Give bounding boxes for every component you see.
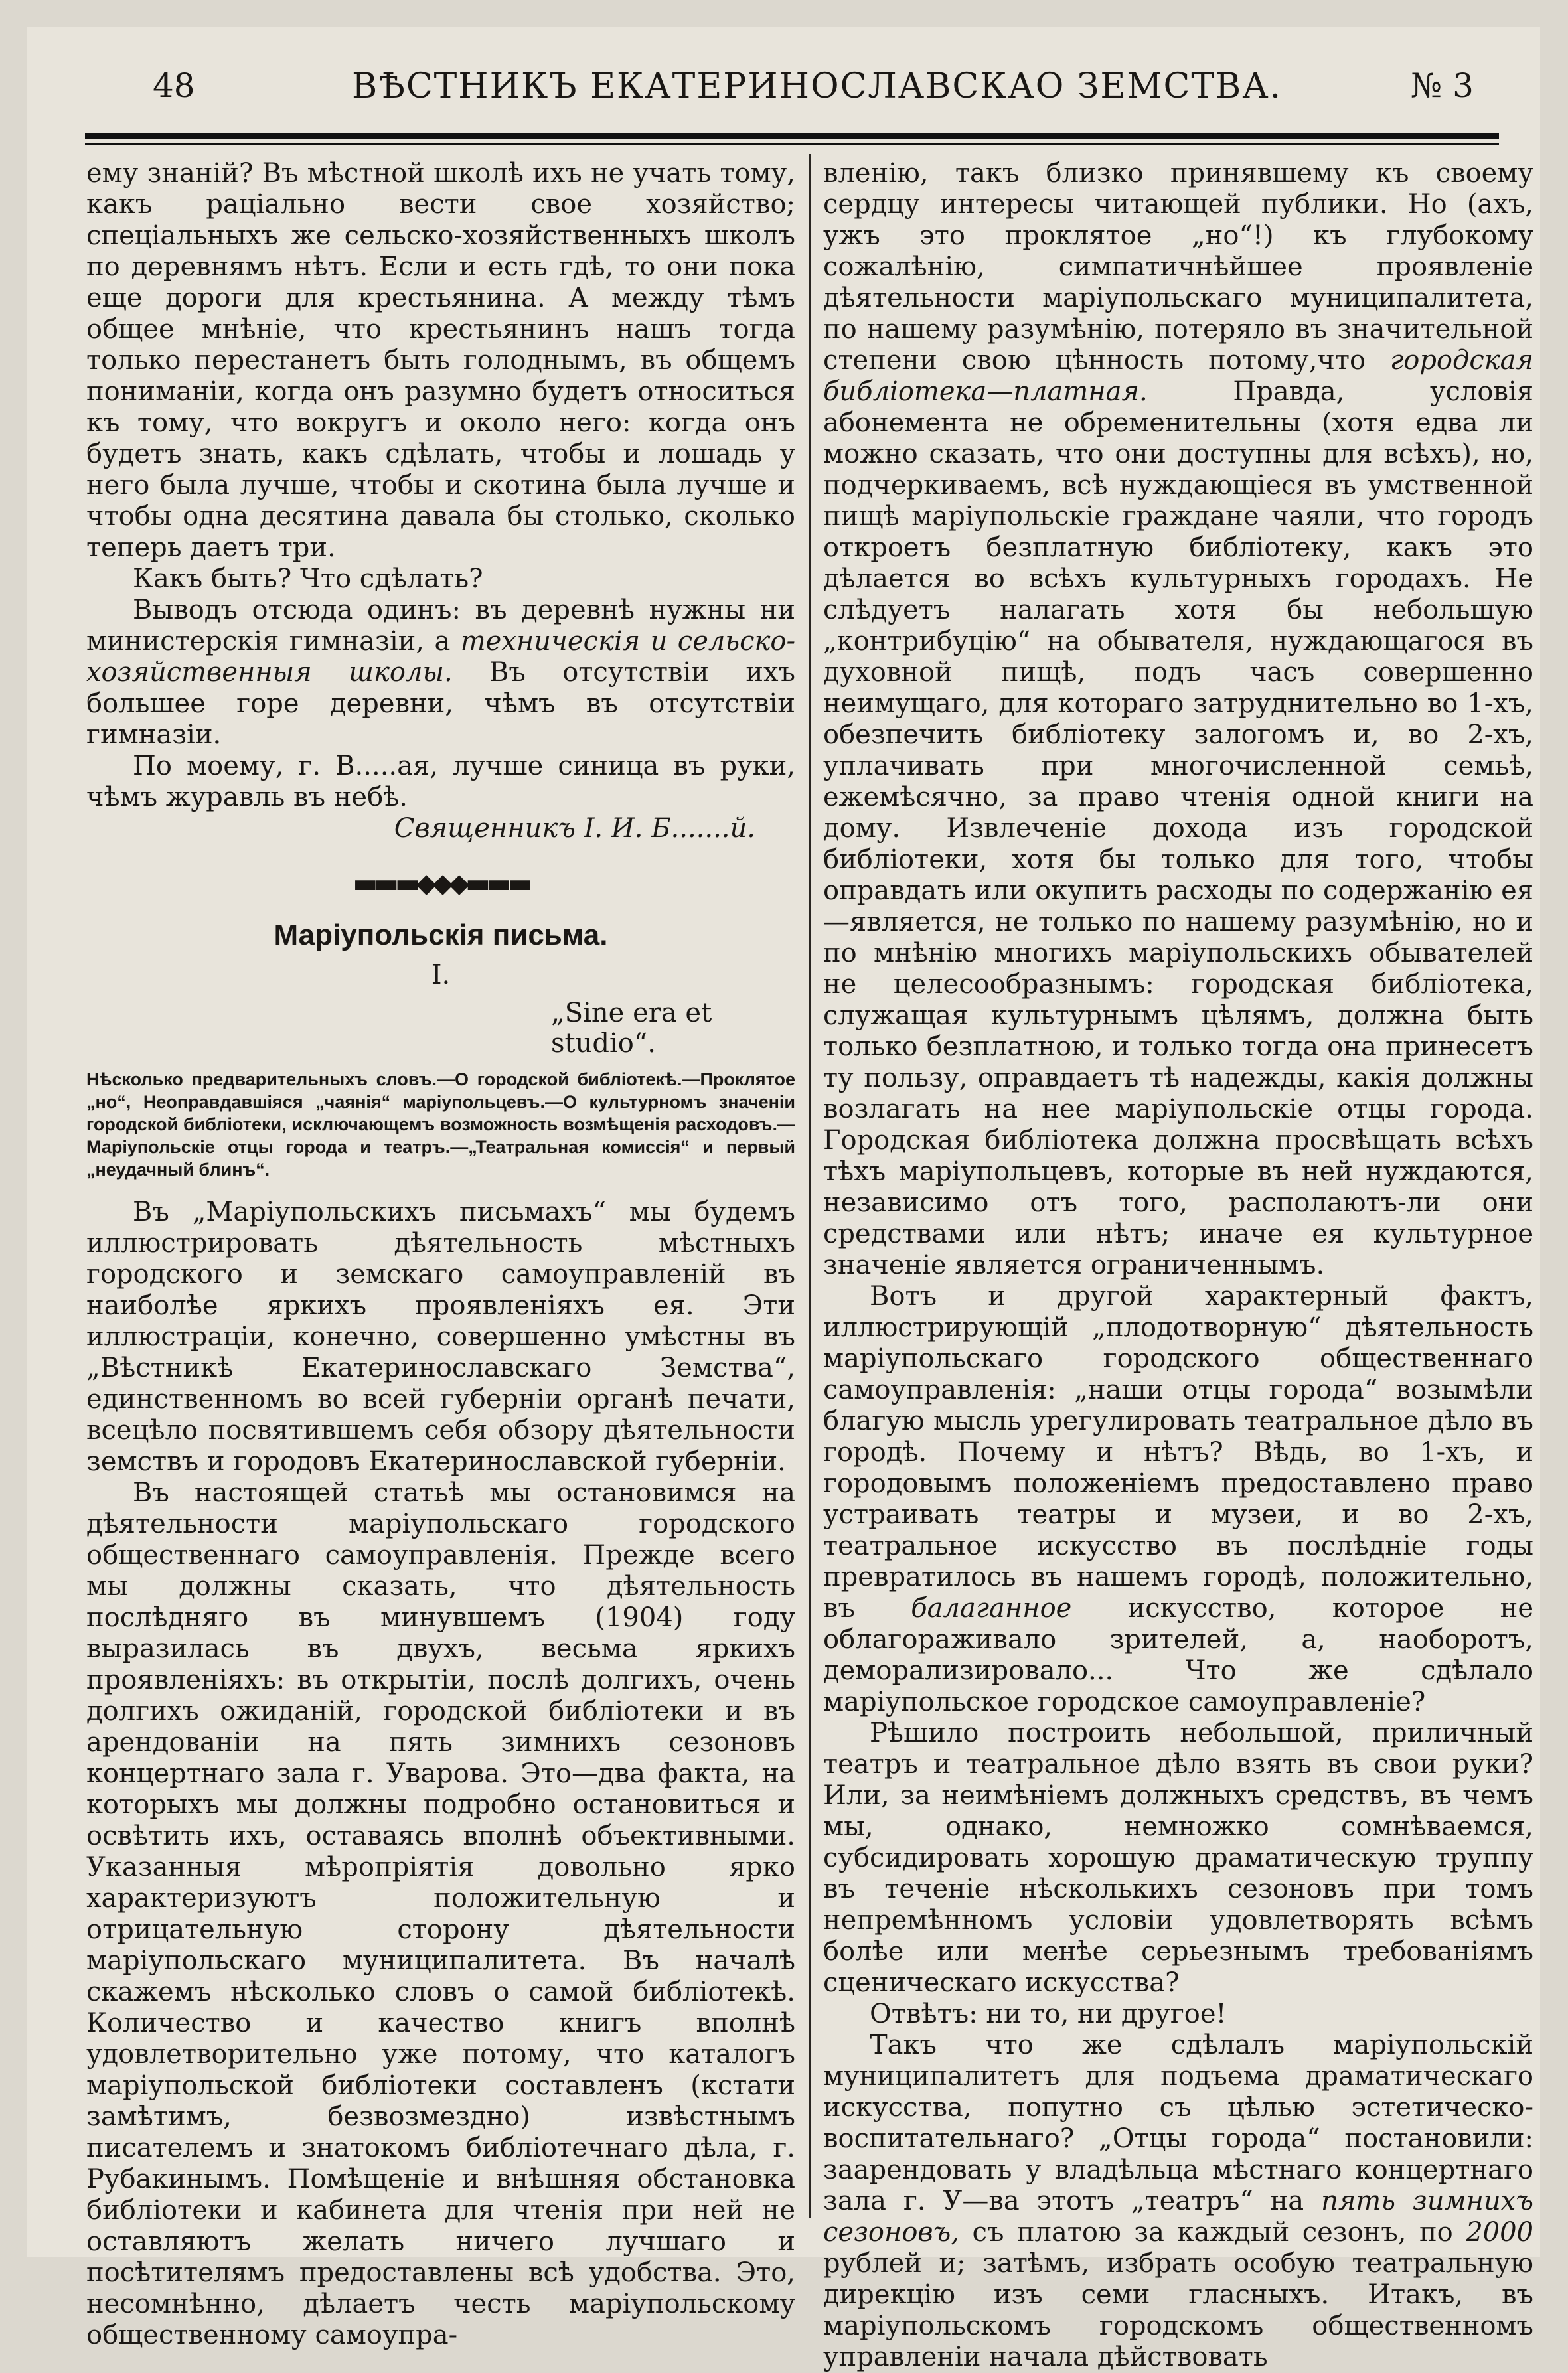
paragraph: Въ настоящей статьѣ мы остановимся на дѣятельности маріупольскаго городского общественнаго самоуправленія. Прежде всего мы должны сказать, что дѣятельность послѣдняго въ минувшемъ (1904) году выразилась въ двухъ, весьма яркихъ проявленіяхъ: въ открытіи, послѣ долгихъ, очень долгихъ ожиданій, городской библіотеки и въ арендованіи на пять зимнихъ сезоновъ концертнаго зала г. Уварова. Это—два факта, на которыхъ мы должны подробно остановиться и освѣтить ихъ, оставаясь вполнѣ объективными. Указанныя мѣропріятія довольно ярко характеризуютъ положительную и отрицательную сторону дѣятельности маріупольскаго муниципалитета. Въ началѣ скажемъ нѣсколько словъ о самой библіотекѣ. Количество и качество книгъ вполнѣ удовлетворительно уже потому, что каталогъ маріупольской библіотеки составленъ (кстати замѣтимъ, безвозмездно) извѣстнымъ писателемъ и знатокомъ библіотечнаго дѣла, г. Рубакинымъ. Помѣщеніе и внѣшняя обстановка библіотеки и кабинета для чтенія при ней не оставляютъ желать ничего лучшаго и посѣтителямъ предоставлены всѣ удобства. Это, несомнѣнно, дѣлаетъ честь маріупольскому общественному самоупра-: [86, 1478, 795, 2350]
journal-title: ВѢСТНИКЪ ЕКАТЕРИНОСЛАВСКАО ЗЕМСТВА.: [352, 66, 1283, 106]
header-rule-thin: [85, 143, 1499, 145]
right-column: [823, 158, 1533, 2373]
paragraph: Рѣшило построить небольшой, приличный театръ и театральное дѣло взять въ свои руки? Или, за неимѣніемъ должныхъ средствъ, въ чемъ мы, однако, немножко сомнѣваемся, субсидировать хорошую драматическую труппу въ теченіе нѣсколькихъ сезоновъ при томъ непремѣнномъ условіи удовлетворять всѣмъ болѣе или менѣе серьезнымъ требованіямъ сценическаго искусства?: [823, 1718, 1533, 1998]
paragraph: Какъ быть? Что сдѣлать?: [133, 564, 483, 594]
article-summary: Нѣсколько предварительныхъ словъ.—О городской библіотекѣ.—Проклятое „но“, Неоправдавшіяся „чаянія“ маріупольцевъ.—О культурномъ значеніи городской библіотеки, исключающемъ возможность возмѣщенія расходовъ.—Маріупольскіе отцы города и театръ.—„Театральная комиссія“ и первый „неудачный блинъ“.: [86, 1069, 795, 1180]
paragraph: Вотъ и другой характерный фактъ, иллюстрирующій „плодотворную“ дѣятельность маріупольскаго городского общественнаго самоуправленія: „наши отцы города“ возымѣли благую мысль урегулировать театральное дѣло въ городѣ. Почему и нѣтъ? Вѣдь, во 1-хъ, и городовымъ положеніемъ предоставлено право устраивать театры и музеи, и во 2-хъ, театральное искусство въ послѣдніе годы превратилось въ нашемъ городѣ, положительно, въ балаганное искусство, которое не облагораживало зрителей, а, наоборотъ, деморализировало... Что же сдѣлало маріупольское городское самоуправленіе?: [823, 1281, 1533, 1717]
section-number: I.: [431, 960, 451, 990]
paragraph: ему знаній? Въ мѣстной школѣ ихъ не учать тому, какъ раціально вести свое хозяйство; спеціальныхъ же сельско-хозяйственныхъ школъ по деревнямъ нѣтъ. Если и есть гдѣ, то они пока еще дороги для крестьянина. А между тѣмъ общее мнѣніе, что крестьянинъ нашъ тогда только перестанетъ быть голоднымъ, въ общемъ пониманіи, когда онъ разумно будетъ относиться къ тому, что вокругъ и около него: когда онъ будетъ знать, какъ сдѣлать, чтобы и лошадь у него была лучше, чтобы и скотина была лучше и чтобы одна десятина давала бы столько, сколько теперь даетъ три.: [86, 158, 795, 563]
paragraph: вленію, такъ близко принявшему къ своему сердцу интересы читающей публики. Но (ахъ, ужъ это проклятое „но“!) къ глубокому сожалѣнію, симпатичнѣйшее проявленіе дѣятельности маріупольскаго муниципалитета, по нашему разумѣнію, потеряло въ значительной степени свою цѣнность потому,что городская библіотека—платная. Правда, условія абонемента не обременительны (хотя едва ли можно сказать, что они доступны для всѣхъ), но, подчеркиваемъ, всѣ нуждающіеся въ умственной пищѣ маріупольскіе граждане чаяли, что городъ откроетъ безплатную библіотеку, какъ это дѣлается во всѣхъ культурныхъ городахъ. Не слѣдуетъ налагать хотя бы небольшую „контрибуцію“ на обывателя, нуждающагося въ духовной пищѣ, подъ часъ совершенно неимущаго, для котораго затруднительно во 1-хъ, обезпечить библіотеку залогомъ и, во 2-хъ, уплачивать при многочисленной семьѣ, ежемѣсячно, за право чтенія одной книги на дому. Извлеченіе дохода изъ городской библіотеки, хотя бы только для того, чтобы оправдать или окупить расходы по содержанію ея—является, не только по нашему разумѣнію, но и по мнѣнію многихъ маріупольскихъ обывателей не целесообразнымъ: городская библіотека, служащая культурнымъ цѣлямъ, должна быть только безплатною, и только тогда она принесетъ ту пользу, оправдаетъ тѣ надежды, какія должны возлагать на нее маріупольскіе отцы города. Городская библіотека должна просвѣщать всѣхъ тѣхъ маріупольцевъ, которые въ ней нуждаются, независимо отъ того, располаютъ-ли они средствами или нѣтъ; иначе ея культурное значеніе является ограниченнымъ.: [823, 158, 1533, 1280]
article-title: Маріупольскія письма.: [274, 919, 608, 951]
column-divider: [809, 154, 811, 2218]
ornament-divider: ▬▬▬◆◆◆▬▬▬: [353, 868, 529, 899]
paragraph: Выводъ отсюда одинъ: въ деревнѣ нужны ни министерскія гимназіи, а техническія и сельско-хозяйственныя школы. Въ отсутствіи ихъ большее горе деревни, чѣмъ въ отсутствіи гимназіи.: [86, 595, 796, 750]
left-column: [86, 158, 795, 2351]
issue-number: № 3: [1410, 66, 1474, 105]
paragraph: По моему, г. В.....ая, лучше синица въ руки, чѣмъ журавль въ небѣ.: [86, 751, 795, 812]
epigraph: „Sine era et studio“.: [551, 998, 712, 1059]
page-number: 48: [153, 66, 195, 105]
paragraph: Въ „Маріупольскихъ письмахъ“ мы будемъ иллюстрировать дѣятельность мѣстныхъ городского и земскаго самоуправленій въ наиболѣе яркихъ проявленіяхъ ея. Эти иллюстраціи, конечно, совершенно умѣстны въ „Вѣстникѣ Екатеринославскаго Земства“, единственномъ во всей губерніи органѣ печати, всецѣло посвятившемъ себя обзору дѣятельности земствъ и городовъ Екатеринославской губерніи.: [86, 1197, 795, 1477]
page-header: [73, 48, 1487, 108]
signature: Священникъ І. И. Б.......й.: [394, 813, 755, 844]
paragraph: Отвѣтъ: ни то, ни другое!: [870, 1999, 1227, 2029]
header-rule-thick: [85, 133, 1499, 139]
paragraph: Такъ что же сдѣлалъ маріупольскій муниципалитетъ для подъема драматическаго искусства, попутно съ цѣлью эстетическо-воспитательнаго? „Отцы города“ постановили: заарендовать у владѣльца мѣстнаго концертнаго зала г. У—ва этотъ „театръ“ на пять зимнихъ сезоновъ, съ платою за каждый сезонъ, по 2000 рублей и; затѣмъ, избрать особую театральную дирекцію изъ семи гласныхъ. Итакъ, въ маріупольскомъ городскомъ общественномъ управленіи начала дѣйствовать: [823, 2030, 1533, 2372]
